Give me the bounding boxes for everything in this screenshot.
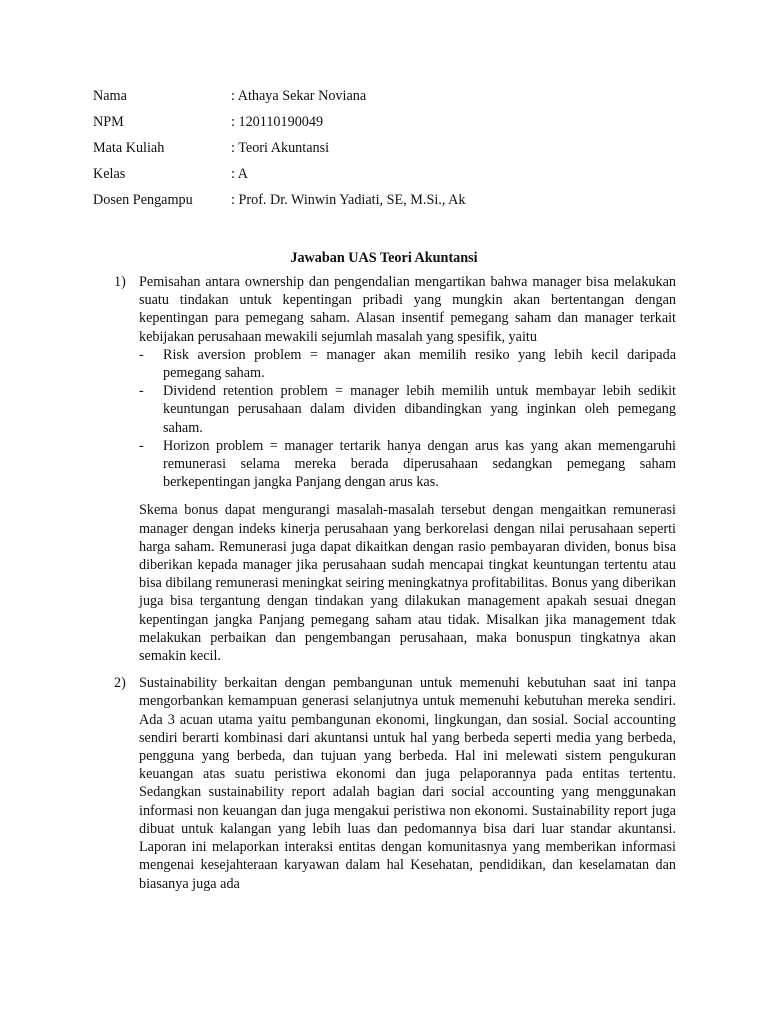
bullet-dash: - [139, 383, 144, 400]
identity-value: : 120110190049 [231, 114, 324, 130]
bullet-item [139, 437, 676, 492]
bullet-list [139, 346, 676, 492]
answer-intro-paragraph: Sustainability berkaitan dengan pembangunan untuk memenuhi kebutuhan saat ini tanpa mengorbankan kemampuan generasi selanjutnya untuk memenuhi kebutuhan mereka sendiri. Ada 3 acuan utama yaitu pembangunan ekonomi, lingkungan, dan sosial. Social accounting sendiri berarti kombinasi dari akuntansi untuk hal yang berbeda seperti media yang berbeda, pengguna yang berbeda, dan tujuan yang berbeda. Hal ini melewati sistem pengukuran keuangan atas suatu peristiwa ekonomi dan juga pelaporannya pada entitas tertentu. Sedangkan sustainability report adalah bagian dari social accounting yang menggunakan informasi non keuangan dan juga mengakui peristiwa non ekonomi. Sustainability report juga dibuat untuk kalangan yang lebih luas dan pedomannya bisa dari luar standar akuntansi. Laporan ini melaporkan interaksi entitas dengan komunitasnya yang memberikan informasi mengenai kesejahteraan karyawan dalam hal Kesehatan, pendidikan, dan keselamatan dan biasanya juga ada [139, 675, 676, 892]
identity-value: : Prof. Dr. Winwin Yadiati, SE, M.Si., Ak [231, 192, 466, 208]
answer-intro-paragraph: Pemisahan antara ownership dan pengendalian mengartikan bahwa manager bisa melakukan suatu tindakan untuk kepentingan pribadi yang mungkin akan bertentangan dengan kepentingan para pemegang saham. Alasan insentif pemegang saham dan manager terkait kebijakan perusahaan mewakili sejumlah masalah yang spesifik, yaitu [139, 274, 676, 345]
answer-closing-paragraph: Skema bonus dapat mengurangi masalah-masalah tersebut dengan mengaitkan remunerasi manager dengan indeks kinerja perusahaan yang berkorelasi dengan nilai perusahaan seperti harga saham. Remunerasi juga dapat dikaitkan dengan rasio pembayaran dividen, bonus bisa diberikan kepada manager jika perusahaan sudah mencapai tingkat keuntungan tertentu atau bisa dibilang remunerasi meningkat seiring meningkatnya profitabilitas. Bonus yang diberikan juga bisa tergantung dengan tindakan yang dilakukan management apakah sesuai dnegan kepentingan jangka Panjang pemegang saham atau tidak. Misalkan jika management tdak melakukan perbaikan dan pengembangan perusahaan, maka bonuspun tingkatnya akan semakin kecil. [139, 502, 676, 665]
identity-label: NPM [93, 114, 124, 130]
identity-block [93, 86, 693, 216]
identity-label: Kelas [93, 166, 126, 182]
identity-value: : Teori Akuntansi [231, 140, 330, 156]
identity-label: Dosen Pengampu [93, 192, 193, 208]
identity-row-lecturer [93, 190, 693, 216]
identity-row-name [93, 86, 693, 112]
bullet-text: Dividend retention problem = manager lebih memilih untuk membayar lebih sedikit keuntungan perusahaan dalam dividen dibandingkan yang inginkan oleh pemegang saham. [163, 383, 676, 436]
answer-item [114, 273, 676, 665]
identity-row-course [93, 138, 693, 164]
answer-number: 1) [114, 274, 126, 290]
bullet-dash: - [139, 437, 144, 454]
identity-label: Mata Kuliah [93, 140, 165, 156]
identity-label: Nama [93, 88, 127, 104]
answer-list [114, 273, 676, 893]
identity-value: : A [231, 166, 248, 182]
answer-body [139, 674, 676, 892]
bullet-item [139, 346, 676, 382]
identity-row-npm [93, 112, 693, 138]
bullet-text: Horizon problem = manager tertarik hanya dengan arus kas yang akan memengaruhi remunerasi selama mereka berada diperusahaan sedangkan pemegang saham berkepentingan jangka Panjang dengan arus kas. [163, 437, 676, 491]
answer-number: 2) [114, 675, 126, 692]
answer-item [114, 674, 676, 892]
bullet-text: Risk aversion problem = manager akan memilih resiko yang lebih kecil daripada pemegang saham. [163, 346, 676, 382]
document-title: Jawaban UAS Teori Akuntansi [290, 250, 478, 266]
identity-row-class [93, 164, 693, 190]
answer-body [139, 273, 676, 665]
bullet-dash: - [139, 346, 144, 363]
identity-value: : Athaya Sekar Noviana [231, 88, 367, 104]
bullet-item [139, 382, 676, 437]
